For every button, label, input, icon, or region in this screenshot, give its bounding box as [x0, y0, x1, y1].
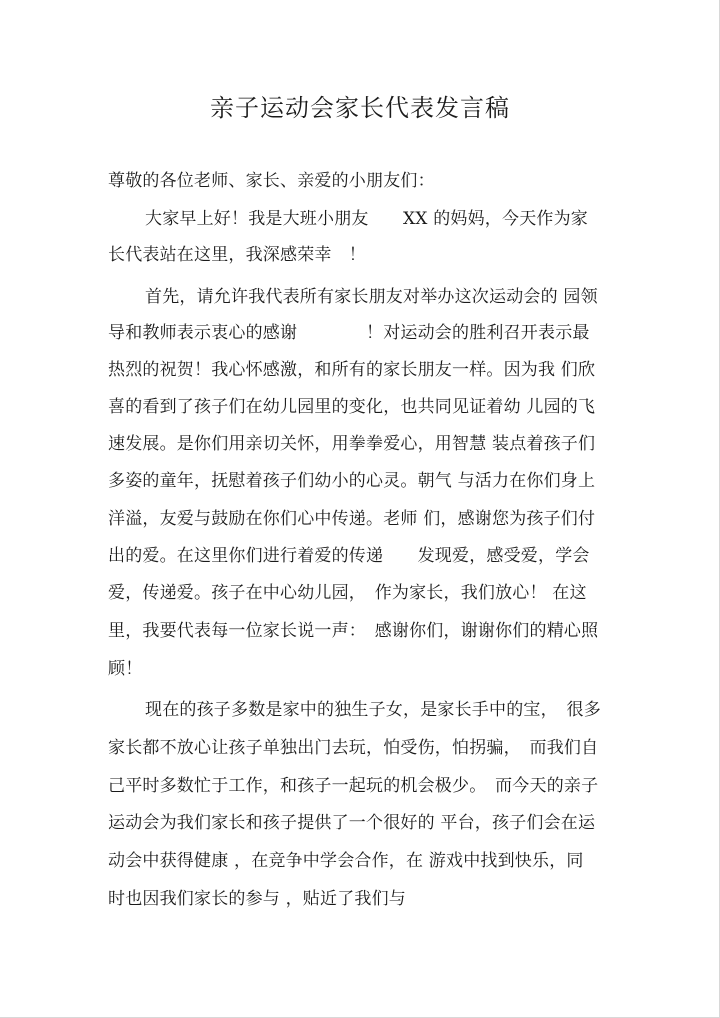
body-line: 速发展。是你们用亲切关怀，用拳拳爱心，用智慧 装点着孩子们: [108, 434, 596, 454]
body-line: 大家早上好！我是大班小朋友 XX 的妈妈，今天作为家: [145, 209, 589, 229]
document-title: 亲子运动会家长代表发言稿: [210, 94, 510, 122]
body-line: 家长都不放心让孩子单独出门去玩，怕受伤，怕拐骗， 而我们自: [108, 738, 599, 758]
body-line: 多姿的童年，抚慰着孩子们幼小的心灵。朝气 与活力在你们身上: [108, 471, 596, 491]
body-line: 现在的孩子多数是家中的独生子女，是家长手中的宝， 很多: [145, 700, 601, 720]
body-line: 运动会为我们家长和孩子提供了一个很好的 平台，孩子们会在运: [108, 813, 596, 833]
body-line: 喜的看到了孩子们在幼儿园里的变化，也共同见证着幼 儿园的飞: [108, 397, 596, 417]
body-line: 动会中获得健康 ，在竞争中学会合作，在 游戏中找到快乐，同: [108, 851, 584, 871]
body-line: 热烈的祝贺！我心怀感激，和所有的家长朋友一样。因为我 们欣: [108, 360, 596, 380]
body-line: 时也因我们家长的参与 ，贴近了我们与: [108, 889, 407, 909]
body-line: 导和教师表示衷心的感谢 ！对运动会的胜利召开表示最: [108, 323, 590, 343]
body-line: 己平时多数忙于工作，和孩子一起玩的机会极少。 而今天的亲子: [108, 776, 599, 796]
body-line: 爱，传递爱。孩子在中心幼儿园， 作为家长，我们放心！ 在这: [108, 583, 587, 603]
body-line: 洋溢，友爱与鼓励在你们心中传递。老师 们，感谢您为孩子们付: [108, 509, 596, 529]
body-line: 顾！: [108, 659, 143, 679]
body-line: 里，我要代表每一位家长说一声： 感谢你们，谢谢你们的精心照: [108, 621, 599, 641]
body-line: 首先，请允许我代表所有家长朋友对举办这次运动会的 园领: [145, 287, 598, 307]
greeting-line: 尊敬的各位老师、家长、亲爱的小朋友们：: [108, 171, 435, 191]
body-line: 长代表站在这里，我深感荣幸 ！: [108, 245, 366, 265]
body-line: 出的爱。在这里你们进行着爱的传递 发现爱，感受爱，学会: [108, 546, 590, 566]
